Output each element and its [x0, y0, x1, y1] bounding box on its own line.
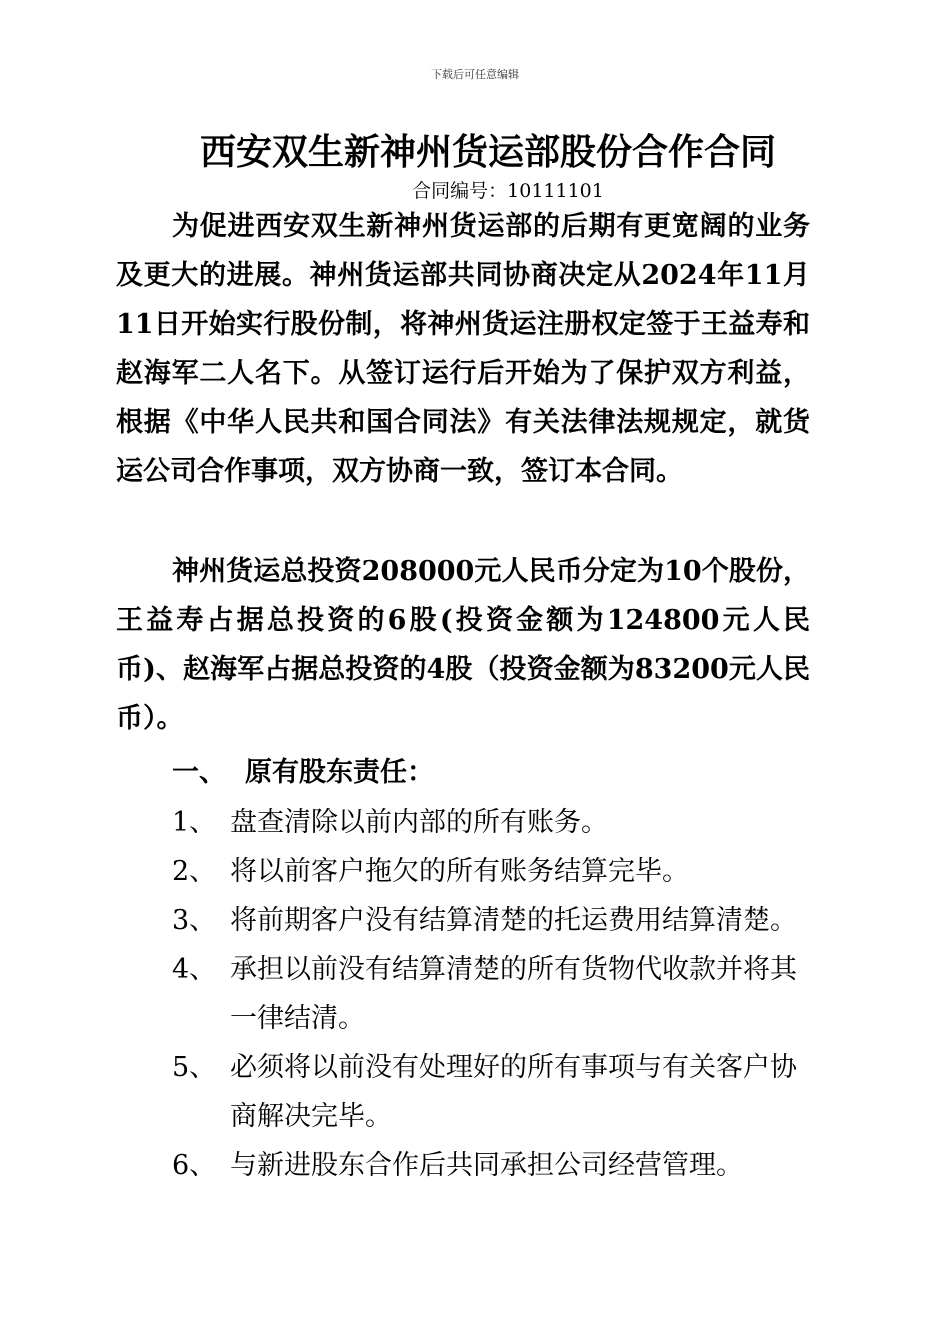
- list-item-number: 2、: [172, 856, 217, 887]
- section-title: 原有股东责任：: [245, 757, 434, 788]
- list-item-text: 盘查清除以前内部的所有账务。: [230, 807, 608, 838]
- document-title: 西安双生新神州货运部股份合作合同: [199, 131, 776, 173]
- header-note: 下载后可任意编辑: [431, 68, 519, 81]
- section-number: 一、: [172, 757, 226, 788]
- contract-number: 合同编号：10111101: [412, 180, 604, 202]
- list-item: [172, 945, 832, 1043]
- investment-paragraph: 神州货运总投资208000元人民币分定为10个股份，王益寿占据总投资的6股(投资金额为124800元人民币)、赵海军占据总投资的4股（投资金额为83200元人民币）。: [116, 556, 810, 734]
- list-item-text: 与新进股东合作后共同承担公司经营管理。: [230, 1150, 743, 1181]
- list-item: [172, 798, 832, 847]
- list-item-text: 必须将以前没有处理好的所有事项与有关客户协商解决完毕。: [230, 1052, 797, 1132]
- list-item-number: 6、: [172, 1150, 217, 1181]
- list-item-number: 4、: [172, 954, 217, 985]
- list-item-text: 将以前客户拖欠的所有账务结算完毕。: [230, 856, 689, 887]
- intro-paragraph: 为促进西安双生新神州货运部的后期有更宽阔的业务及更大的进展。神州货运部共同协商决定从2024年11月11日开始实行股份制，将神州货运注册权定签于王益寿和赵海军二人名下。从签订运行后开始为了保护双方利益，根据《中华人民共和国合同法》有关法律法规规定，就货运公司合作事项，双方协商一致，签订本合同。: [116, 211, 810, 487]
- list-item-number: 3、: [172, 905, 217, 936]
- list-item: [172, 896, 832, 945]
- list-item-number: 5、: [172, 1052, 217, 1083]
- list-item: [172, 1141, 832, 1190]
- list-item: [172, 847, 832, 896]
- list-item: [172, 1043, 832, 1141]
- list-item-text: 将前期客户没有结算清楚的托运费用结算清楚。: [230, 905, 797, 936]
- list-item-text: 承担以前没有结算清楚的所有货物代收款并将其一律结清。: [230, 954, 797, 1034]
- section-heading: [172, 748, 434, 797]
- list-item-number: 1、: [172, 807, 217, 838]
